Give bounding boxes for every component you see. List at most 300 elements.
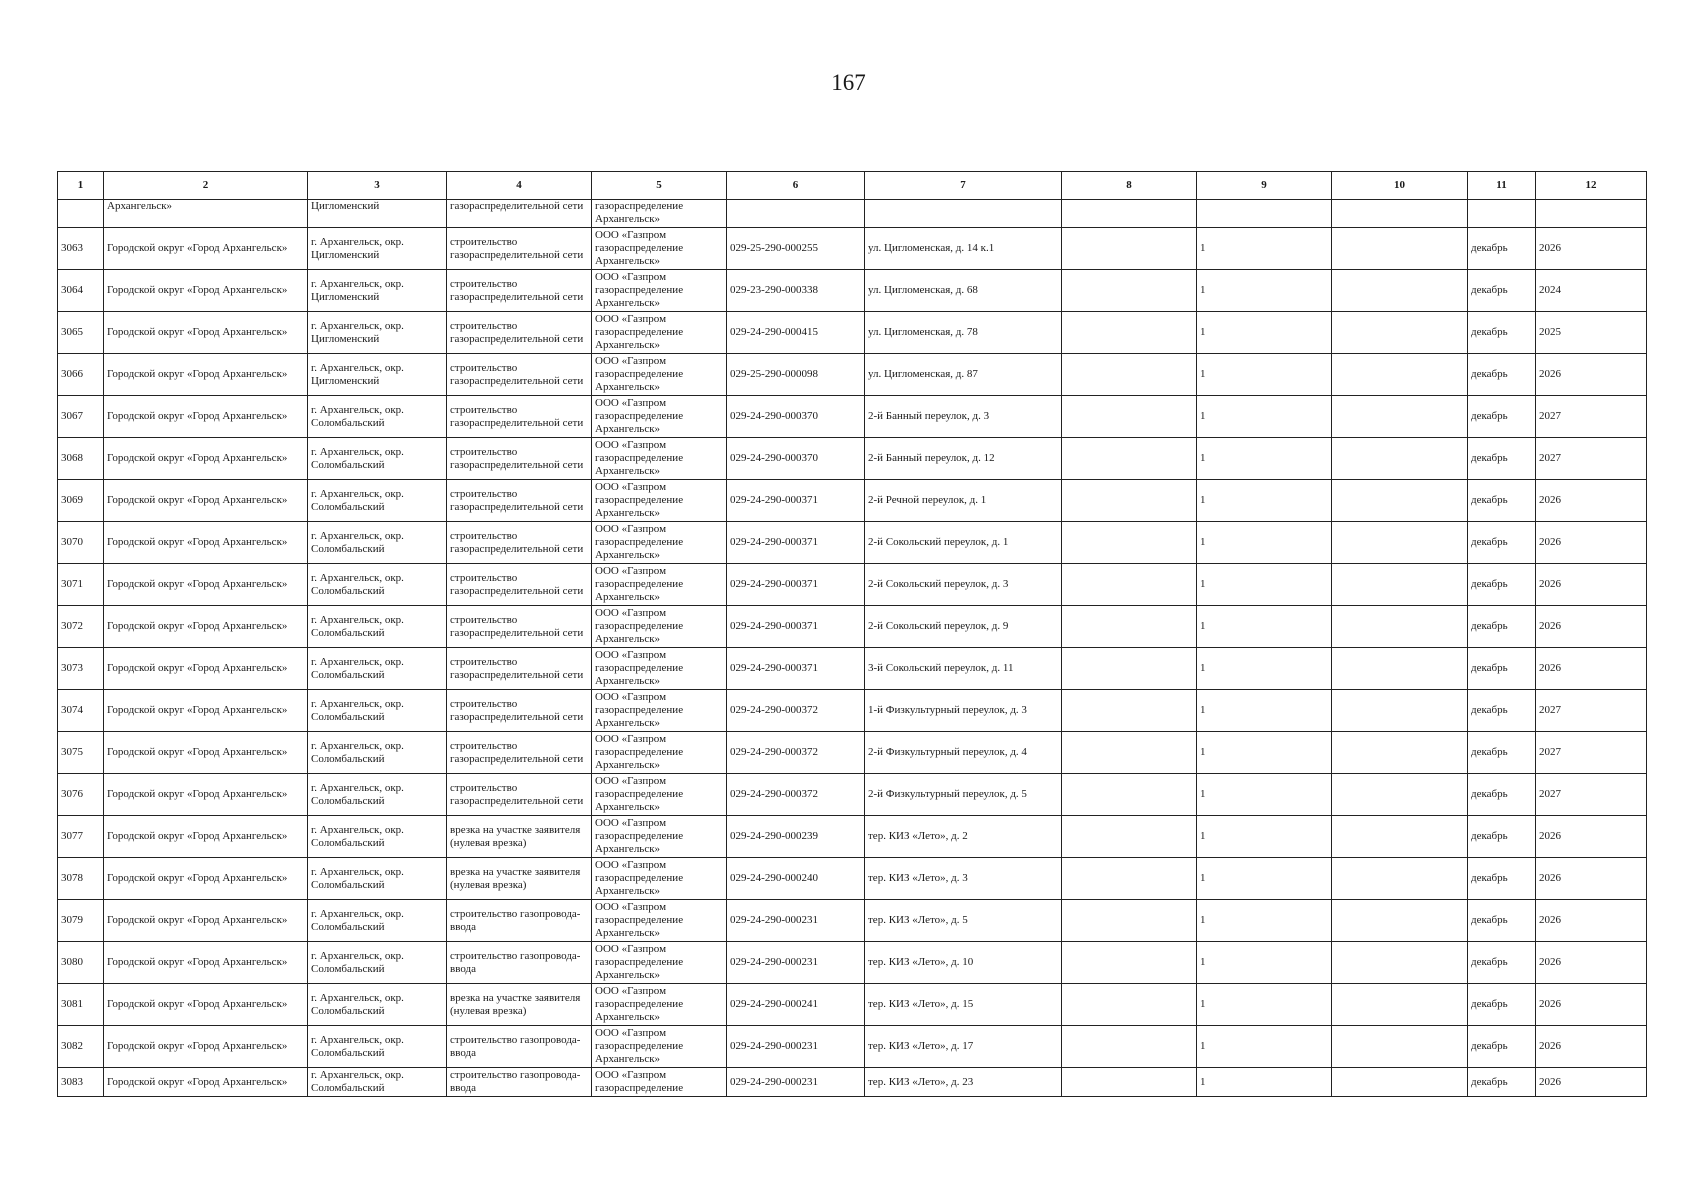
cell-number: 3065	[58, 312, 104, 354]
cell-quantity: 1	[1197, 858, 1332, 900]
cell-month: декабрь	[1468, 312, 1536, 354]
cell-work-type: строительство газораспределительной сети	[447, 396, 592, 438]
cell-work-type: строительство газопровода-ввода	[447, 1068, 592, 1097]
cell-number: 3072	[58, 606, 104, 648]
column-header: 8	[1062, 172, 1197, 200]
cell-number: 3075	[58, 732, 104, 774]
table-row	[58, 1068, 1647, 1097]
cell-month: декабрь	[1468, 522, 1536, 564]
cell-organization: газораспределение Архангельск»	[592, 200, 727, 228]
cell-work-type: строительство газораспределительной сети	[447, 438, 592, 480]
table-row	[58, 480, 1647, 522]
cell-municipality: Городской округ «Город Архангельск»	[104, 816, 308, 858]
cell-organization: ООО «Газпром газораспределение Архангельск»	[592, 564, 727, 606]
cell-empty	[1062, 228, 1197, 270]
cell-work-type: строительство газопровода-ввода	[447, 942, 592, 984]
cell-municipality: Городской округ «Город Архангельск»	[104, 396, 308, 438]
cell-id: 029-24-290-000240	[727, 858, 865, 900]
cell-work-type: строительство газораспределительной сети	[447, 732, 592, 774]
cell-year: 2024	[1536, 270, 1647, 312]
cell-location: г. Архангельск, окр. Соломбальский	[308, 1026, 447, 1068]
cell-year: 2026	[1536, 480, 1647, 522]
register-table	[57, 171, 1647, 1097]
cell-month: декабрь	[1468, 228, 1536, 270]
cell-quantity: 1	[1197, 312, 1332, 354]
cell-municipality: Городской округ «Город Архангельск»	[104, 564, 308, 606]
cell-quantity: 1	[1197, 900, 1332, 942]
cell-id: 029-23-290-000338	[727, 270, 865, 312]
cell-location: г. Архангельск, окр. Соломбальский	[308, 648, 447, 690]
cell-empty	[1062, 396, 1197, 438]
cell-location: г. Архангельск, окр. Соломбальский	[308, 942, 447, 984]
cell-address: тер. КИЗ «Лето», д. 23	[865, 1068, 1062, 1097]
cell-empty	[1062, 438, 1197, 480]
cell-empty	[1332, 984, 1468, 1026]
column-header: 2	[104, 172, 308, 200]
column-header: 3	[308, 172, 447, 200]
cell-month: декабрь	[1468, 816, 1536, 858]
cell-month: декабрь	[1468, 732, 1536, 774]
cell-number: 3063	[58, 228, 104, 270]
cell-id: 029-24-290-000231	[727, 1068, 865, 1097]
cell-quantity: 1	[1197, 816, 1332, 858]
table-row	[58, 942, 1647, 984]
table-row	[58, 270, 1647, 312]
cell-organization: ООО «Газпром газораспределение Архангельск»	[592, 396, 727, 438]
cell-empty	[1062, 732, 1197, 774]
cell-month: декабрь	[1468, 396, 1536, 438]
cell-number: 3077	[58, 816, 104, 858]
cell-month: декабрь	[1468, 900, 1536, 942]
cell-number: 3073	[58, 648, 104, 690]
cell-year: 2026	[1536, 900, 1647, 942]
cell-empty	[1062, 690, 1197, 732]
cell-address: ул. Цигломенская, д. 68	[865, 270, 1062, 312]
table-row	[58, 690, 1647, 732]
cell-empty	[1332, 522, 1468, 564]
cell-empty	[1332, 312, 1468, 354]
cell-id: 029-24-290-000370	[727, 396, 865, 438]
column-header: 6	[727, 172, 865, 200]
page-number: 167	[831, 70, 866, 95]
table-row	[58, 312, 1647, 354]
cell-municipality: Городской округ «Город Архангельск»	[104, 1026, 308, 1068]
cell-empty	[1332, 816, 1468, 858]
cell-work-type: газораспределительной сети	[447, 200, 592, 228]
table-row	[58, 438, 1647, 480]
cell-organization: ООО «Газпром газораспределение Архангельск»	[592, 984, 727, 1026]
cell-address: 2-й Физкультурный переулок, д. 5	[865, 774, 1062, 816]
cell-quantity: 1	[1197, 984, 1332, 1026]
cell-number: 3079	[58, 900, 104, 942]
cell-organization: ООО «Газпром газораспределение Архангельск»	[592, 354, 727, 396]
cell-location: г. Архангельск, окр. Соломбальский	[308, 522, 447, 564]
cell-address: 2-й Банный переулок, д. 3	[865, 396, 1062, 438]
table-row	[58, 858, 1647, 900]
cell-empty	[1062, 522, 1197, 564]
cell-organization: ООО «Газпром газораспределение Архангельск»	[592, 900, 727, 942]
cell-work-type: строительство газораспределительной сети	[447, 480, 592, 522]
cell-location: г. Архангельск, окр. Цигломенский	[308, 228, 447, 270]
cell-quantity: 1	[1197, 606, 1332, 648]
cell-year: 2026	[1536, 1068, 1647, 1097]
cell-work-type: строительство газораспределительной сети	[447, 648, 592, 690]
cell-organization: ООО «Газпром газораспределение Архангельск»	[592, 1026, 727, 1068]
cell-work-type: строительство газопровода-ввода	[447, 1026, 592, 1068]
continued-row	[58, 200, 1647, 228]
cell-location: г. Архангельск, окр. Соломбальский	[308, 900, 447, 942]
cell-empty	[1062, 312, 1197, 354]
column-header: 4	[447, 172, 592, 200]
cell-empty	[1332, 606, 1468, 648]
cell-empty	[1062, 648, 1197, 690]
cell-address: тер. КИЗ «Лето», д. 3	[865, 858, 1062, 900]
cell-municipality: Городской округ «Город Архангельск»	[104, 984, 308, 1026]
cell-id: 029-24-290-000239	[727, 816, 865, 858]
cell-id: 029-25-290-000255	[727, 228, 865, 270]
cell-municipality: Городской округ «Город Архангельск»	[104, 312, 308, 354]
table-row	[58, 564, 1647, 606]
cell-empty	[1332, 690, 1468, 732]
table-row	[58, 816, 1647, 858]
cell-year: 2027	[1536, 438, 1647, 480]
cell-organization: ООО «Газпром газораспределение Архангельск»	[592, 690, 727, 732]
cell-municipality: Городской округ «Город Архангельск»	[104, 900, 308, 942]
cell-id: 029-24-290-000371	[727, 648, 865, 690]
cell-empty	[1332, 648, 1468, 690]
cell-work-type: строительство газораспределительной сети	[447, 564, 592, 606]
cell-number: 3068	[58, 438, 104, 480]
cell-address: тер. КИЗ «Лето», д. 5	[865, 900, 1062, 942]
cell-empty	[1062, 270, 1197, 312]
cell-quantity: 1	[1197, 354, 1332, 396]
cell-empty	[1332, 480, 1468, 522]
cell-organization: ООО «Газпром газораспределение Архангельск»	[592, 774, 727, 816]
cell-municipality: Городской округ «Город Архангельск»	[104, 606, 308, 648]
cell-location: г. Архангельск, окр. Соломбальский	[308, 1068, 447, 1097]
cell-address: тер. КИЗ «Лето», д. 10	[865, 942, 1062, 984]
cell-empty	[1332, 1068, 1468, 1097]
cell-year: 2026	[1536, 354, 1647, 396]
cell-quantity: 1	[1197, 774, 1332, 816]
cell-municipality: Городской округ «Город Архангельск»	[104, 858, 308, 900]
cell-id: 029-24-290-000371	[727, 480, 865, 522]
cell-empty	[1062, 984, 1197, 1026]
cell-year: 2026	[1536, 648, 1647, 690]
cell-work-type: строительство газораспределительной сети	[447, 354, 592, 396]
cell-id: 029-24-290-000241	[727, 984, 865, 1026]
cell-month: декабрь	[1468, 942, 1536, 984]
cell-id: 029-24-290-000372	[727, 774, 865, 816]
cell-year: 2026	[1536, 228, 1647, 270]
cell-month: декабрь	[1468, 480, 1536, 522]
cell-year: 2026	[1536, 858, 1647, 900]
cell-quantity: 1	[1197, 942, 1332, 984]
cell-year: 2026	[1536, 984, 1647, 1026]
cell-address: 1-й Физкультурный переулок, д. 3	[865, 690, 1062, 732]
cell-municipality: Городской округ «Город Архангельск»	[104, 942, 308, 984]
cell-number: 3081	[58, 984, 104, 1026]
column-header: 1	[58, 172, 104, 200]
cell-month: декабрь	[1468, 1026, 1536, 1068]
cell-number: 3067	[58, 396, 104, 438]
cell-quantity: 1	[1197, 438, 1332, 480]
cell-work-type: строительство газораспределительной сети	[447, 690, 592, 732]
cell-address: тер. КИЗ «Лето», д. 2	[865, 816, 1062, 858]
cell-organization: ООО «Газпром газораспределение	[592, 1068, 727, 1097]
cell-work-type: строительство газораспределительной сети	[447, 228, 592, 270]
cell-location: г. Архангельск, окр. Соломбальский	[308, 732, 447, 774]
cell-number: 3071	[58, 564, 104, 606]
cell-municipality: Городской округ «Город Архангельск»	[104, 774, 308, 816]
cell-work-type: строительство газораспределительной сети	[447, 270, 592, 312]
cell-organization: ООО «Газпром газораспределение Архангельск»	[592, 522, 727, 564]
cell-address: 2-й Сокольский переулок, д. 3	[865, 564, 1062, 606]
cell-organization: ООО «Газпром газораспределение Архангельск»	[592, 816, 727, 858]
cell-number: 3064	[58, 270, 104, 312]
cell-quantity	[1197, 200, 1332, 228]
cell-id: 029-24-290-000371	[727, 606, 865, 648]
cell-year	[1536, 200, 1647, 228]
table-row	[58, 900, 1647, 942]
cell-location: г. Архангельск, окр. Соломбальский	[308, 480, 447, 522]
cell-work-type: строительство газопровода-ввода	[447, 900, 592, 942]
cell-work-type: врезка на участке заявителя (нулевая врезка)	[447, 984, 592, 1026]
cell-work-type: врезка на участке заявителя (нулевая врезка)	[447, 816, 592, 858]
table-row	[58, 522, 1647, 564]
cell-organization: ООО «Газпром газораспределение Архангельск»	[592, 732, 727, 774]
cell-location: г. Архангельск, окр. Соломбальский	[308, 690, 447, 732]
cell-address: ул. Цигломенская, д. 78	[865, 312, 1062, 354]
cell-empty	[1332, 564, 1468, 606]
cell-empty	[1062, 774, 1197, 816]
cell-id: 029-24-290-000231	[727, 900, 865, 942]
cell-quantity: 1	[1197, 1068, 1332, 1097]
cell-empty	[1332, 858, 1468, 900]
column-header: 9	[1197, 172, 1332, 200]
cell-organization: ООО «Газпром газораспределение Архангельск»	[592, 858, 727, 900]
cell-month: декабрь	[1468, 1068, 1536, 1097]
cell-address: ул. Цигломенская, д. 87	[865, 354, 1062, 396]
cell-location: г. Архангельск, окр. Соломбальский	[308, 564, 447, 606]
cell-location: г. Архангельск, окр. Соломбальский	[308, 858, 447, 900]
cell-municipality: Городской округ «Город Архангельск»	[104, 522, 308, 564]
cell-organization: ООО «Газпром газораспределение Архангельск»	[592, 312, 727, 354]
cell-location: г. Архангельск, окр. Цигломенский	[308, 354, 447, 396]
cell-number: 3074	[58, 690, 104, 732]
cell-municipality: Городской округ «Город Архангельск»	[104, 690, 308, 732]
cell-month: декабрь	[1468, 984, 1536, 1026]
cell-id: 029-24-290-000231	[727, 1026, 865, 1068]
cell-address: 2-й Физкультурный переулок, д. 4	[865, 732, 1062, 774]
cell-organization: ООО «Газпром газораспределение Архангельск»	[592, 942, 727, 984]
cell-month: декабрь	[1468, 774, 1536, 816]
cell-address: 2-й Банный переулок, д. 12	[865, 438, 1062, 480]
cell-address: 2-й Речной переулок, д. 1	[865, 480, 1062, 522]
cell-empty	[1332, 438, 1468, 480]
cell-location: г. Архангельск, окр. Цигломенский	[308, 270, 447, 312]
cell-organization: ООО «Газпром газораспределение Архангельск»	[592, 606, 727, 648]
cell-municipality: Городской округ «Город Архангельск»	[104, 438, 308, 480]
cell-quantity: 1	[1197, 270, 1332, 312]
table-row	[58, 732, 1647, 774]
table-row	[58, 648, 1647, 690]
cell-organization: ООО «Газпром газораспределение Архангельск»	[592, 480, 727, 522]
cell-empty	[1062, 900, 1197, 942]
cell-month: декабрь	[1468, 354, 1536, 396]
cell-quantity: 1	[1197, 480, 1332, 522]
column-header: 7	[865, 172, 1062, 200]
cell-organization: ООО «Газпром газораспределение Архангельск»	[592, 648, 727, 690]
cell-month: декабрь	[1468, 270, 1536, 312]
cell-empty	[1332, 396, 1468, 438]
cell-quantity: 1	[1197, 396, 1332, 438]
cell-location: г. Архангельск, окр. Соломбальский	[308, 396, 447, 438]
cell-municipality: Городской округ «Город Архангельск»	[104, 732, 308, 774]
cell-municipality: Городской округ «Город Архангельск»	[104, 228, 308, 270]
cell-number: 3076	[58, 774, 104, 816]
cell-empty	[1062, 1026, 1197, 1068]
cell-month: декабрь	[1468, 606, 1536, 648]
cell-number: 3083	[58, 1068, 104, 1097]
cell-year: 2026	[1536, 606, 1647, 648]
cell-quantity: 1	[1197, 522, 1332, 564]
cell-number: 3080	[58, 942, 104, 984]
cell-quantity: 1	[1197, 648, 1332, 690]
cell-empty	[1332, 1026, 1468, 1068]
cell-quantity: 1	[1197, 732, 1332, 774]
cell-municipality: Городской округ «Город Архангельск»	[104, 648, 308, 690]
cell-empty	[1062, 858, 1197, 900]
cell-empty	[1332, 942, 1468, 984]
column-header: 12	[1536, 172, 1647, 200]
table-row	[58, 984, 1647, 1026]
cell-empty	[1332, 900, 1468, 942]
cell-id: 029-24-290-000231	[727, 942, 865, 984]
table-row	[58, 228, 1647, 270]
cell-id: 029-25-290-000098	[727, 354, 865, 396]
cell-location: г. Архангельск, окр. Соломбальский	[308, 774, 447, 816]
cell-quantity: 1	[1197, 1026, 1332, 1068]
cell-address: ул. Цигломенская, д. 14 к.1	[865, 228, 1062, 270]
cell-number: 3069	[58, 480, 104, 522]
cell-id: 029-24-290-000370	[727, 438, 865, 480]
cell-organization: ООО «Газпром газораспределение Архангельск»	[592, 438, 727, 480]
cell-empty	[1062, 606, 1197, 648]
cell-id: 029-24-290-000415	[727, 312, 865, 354]
cell-month	[1468, 200, 1536, 228]
cell-number: 3066	[58, 354, 104, 396]
cell-number	[58, 200, 104, 228]
table-row	[58, 1026, 1647, 1068]
cell-quantity: 1	[1197, 228, 1332, 270]
cell-year: 2027	[1536, 732, 1647, 774]
cell-address: 3-й Сокольский переулок, д. 11	[865, 648, 1062, 690]
table-row	[58, 606, 1647, 648]
cell-empty	[1332, 732, 1468, 774]
cell-municipality: Городской округ «Город Архангельск»	[104, 1068, 308, 1097]
table-row	[58, 396, 1647, 438]
cell-location: Цигломенский	[308, 200, 447, 228]
cell-year: 2027	[1536, 690, 1647, 732]
cell-address: 2-й Сокольский переулок, д. 1	[865, 522, 1062, 564]
cell-empty	[1332, 200, 1468, 228]
column-header: 11	[1468, 172, 1536, 200]
header-row	[58, 172, 1647, 200]
cell-location: г. Архангельск, окр. Цигломенский	[308, 312, 447, 354]
cell-municipality: Городской округ «Город Архангельск»	[104, 480, 308, 522]
cell-location: г. Архангельск, окр. Соломбальский	[308, 984, 447, 1026]
cell-empty	[1332, 774, 1468, 816]
cell-id: 029-24-290-000372	[727, 690, 865, 732]
cell-address: тер. КИЗ «Лето», д. 17	[865, 1026, 1062, 1068]
cell-id: 029-24-290-000371	[727, 522, 865, 564]
cell-year: 2026	[1536, 942, 1647, 984]
cell-address: тер. КИЗ «Лето», д. 15	[865, 984, 1062, 1026]
cell-year: 2027	[1536, 774, 1647, 816]
cell-number: 3082	[58, 1026, 104, 1068]
column-header: 5	[592, 172, 727, 200]
cell-empty	[1062, 480, 1197, 522]
column-header: 10	[1332, 172, 1468, 200]
cell-empty	[1062, 1068, 1197, 1097]
cell-empty	[1332, 228, 1468, 270]
cell-quantity: 1	[1197, 690, 1332, 732]
cell-month: декабрь	[1468, 648, 1536, 690]
table-row	[58, 774, 1647, 816]
cell-work-type: строительство газораспределительной сети	[447, 774, 592, 816]
cell-id: 029-24-290-000372	[727, 732, 865, 774]
cell-month: декабрь	[1468, 690, 1536, 732]
cell-year: 2027	[1536, 396, 1647, 438]
cell-id	[727, 200, 865, 228]
cell-municipality: Архангельск»	[104, 200, 308, 228]
cell-municipality: Городской округ «Город Архангельск»	[104, 270, 308, 312]
cell-work-type: врезка на участке заявителя (нулевая врезка)	[447, 858, 592, 900]
cell-work-type: строительство газораспределительной сети	[447, 606, 592, 648]
cell-id: 029-24-290-000371	[727, 564, 865, 606]
cell-year: 2026	[1536, 1026, 1647, 1068]
cell-year: 2025	[1536, 312, 1647, 354]
cell-number: 3070	[58, 522, 104, 564]
cell-empty	[1062, 200, 1197, 228]
cell-empty	[1062, 816, 1197, 858]
cell-municipality: Городской округ «Город Архангельск»	[104, 354, 308, 396]
cell-organization: ООО «Газпром газораспределение Архангельск»	[592, 270, 727, 312]
cell-location: г. Архангельск, окр. Соломбальский	[308, 606, 447, 648]
cell-year: 2026	[1536, 564, 1647, 606]
cell-work-type: строительство газораспределительной сети	[447, 312, 592, 354]
cell-location: г. Архангельск, окр. Соломбальский	[308, 816, 447, 858]
table-row	[58, 354, 1647, 396]
cell-month: декабрь	[1468, 858, 1536, 900]
cell-year: 2026	[1536, 522, 1647, 564]
cell-month: декабрь	[1468, 438, 1536, 480]
cell-empty	[1062, 564, 1197, 606]
cell-month: декабрь	[1468, 564, 1536, 606]
cell-year: 2026	[1536, 816, 1647, 858]
cell-empty	[1062, 354, 1197, 396]
cell-empty	[1062, 942, 1197, 984]
cell-address	[865, 200, 1062, 228]
cell-empty	[1332, 270, 1468, 312]
cell-number: 3078	[58, 858, 104, 900]
cell-address: 2-й Сокольский переулок, д. 9	[865, 606, 1062, 648]
cell-quantity: 1	[1197, 564, 1332, 606]
cell-empty	[1332, 354, 1468, 396]
cell-work-type: строительство газораспределительной сети	[447, 522, 592, 564]
cell-location: г. Архангельск, окр. Соломбальский	[308, 438, 447, 480]
